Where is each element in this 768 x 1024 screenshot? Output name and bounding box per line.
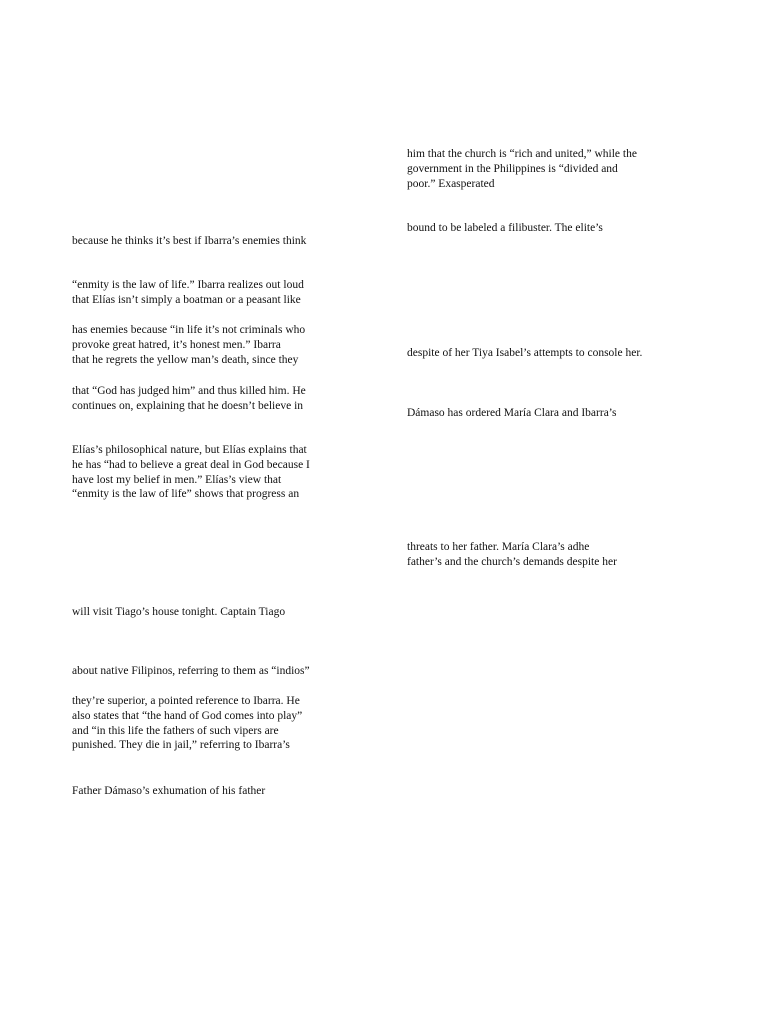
text-line: will visit Tiago’s house tonight. Captain Tiago <box>72 606 286 618</box>
text-fragment-left-9 <box>72 784 265 799</box>
text-line: poor.” Exasperated <box>407 177 495 190</box>
text-line: has enemies because “in life it’s not criminals who <box>72 324 306 336</box>
text-line: bound to be labeled a filibuster. The elite’s <box>407 222 603 234</box>
text-line: Dámaso has ordered María Clara and Ibarra’s <box>407 407 617 419</box>
text-line: and “in this life the fathers of such vipers are <box>72 724 279 737</box>
text-line: have lost my belief in men.” Elías’s view that <box>72 473 282 486</box>
text-fragment-left-7 <box>72 664 310 679</box>
text-line: that he regrets the yellow man’s death, since they <box>72 353 299 366</box>
text-fragment-left-3 <box>72 323 305 367</box>
text-line: he has “had to believe a great deal in God because I <box>72 458 310 471</box>
text-fragment-left-8 <box>72 694 302 753</box>
text-line: Elías’s philosophical nature, but Elías explains that <box>72 444 307 456</box>
text-line: because he thinks it’s best if Ibarra’s enemies think <box>72 235 307 247</box>
text-line: provoke great hatred, it’s honest men.” Ibarra <box>72 338 281 351</box>
text-line: despite of her Tiya Isabel’s attempts to console her. <box>407 347 643 359</box>
text-line: they’re superior, a pointed reference to Ibarra. He <box>72 695 300 707</box>
text-fragment-right-3 <box>407 346 642 361</box>
text-line: also states that “the hand of God comes into play” <box>72 709 303 722</box>
text-line: that “God has judged him” and thus killed him. He <box>72 385 306 397</box>
text-line: government in the Philippines is “divided and <box>407 162 618 175</box>
text-fragment-left-2 <box>72 278 304 308</box>
text-fragment-left-1 <box>72 234 306 249</box>
text-line: Father Dámaso’s exhumation of his father <box>72 785 266 797</box>
text-line: about native Filipinos, referring to them as “indios” <box>72 665 310 677</box>
text-line: him that the church is “rich and united,” while the <box>407 148 637 160</box>
text-line: continues on, explaining that he doesn’t believe in <box>72 399 304 412</box>
text-line: threats to her father. María Clara’s adhe <box>407 541 590 553</box>
text-fragment-right-5 <box>407 540 617 570</box>
text-fragment-left-4 <box>72 384 306 414</box>
text-line: “enmity is the law of life.” Ibarra realizes out loud <box>72 279 304 291</box>
text-fragment-right-1 <box>407 147 637 191</box>
text-line: that Elías isn’t simply a boatman or a peasant like <box>72 293 301 306</box>
text-line: “enmity is the law of life” shows that progress an <box>72 488 300 501</box>
text-fragment-right-2 <box>407 221 603 236</box>
text-fragment-left-5 <box>72 443 310 502</box>
text-line: father’s and the church’s demands despite her <box>407 555 617 568</box>
text-line: punished. They die in jail,” referring to Ibarra’s <box>72 739 290 752</box>
text-fragment-right-4 <box>407 406 616 421</box>
text-fragment-left-6 <box>72 605 285 620</box>
